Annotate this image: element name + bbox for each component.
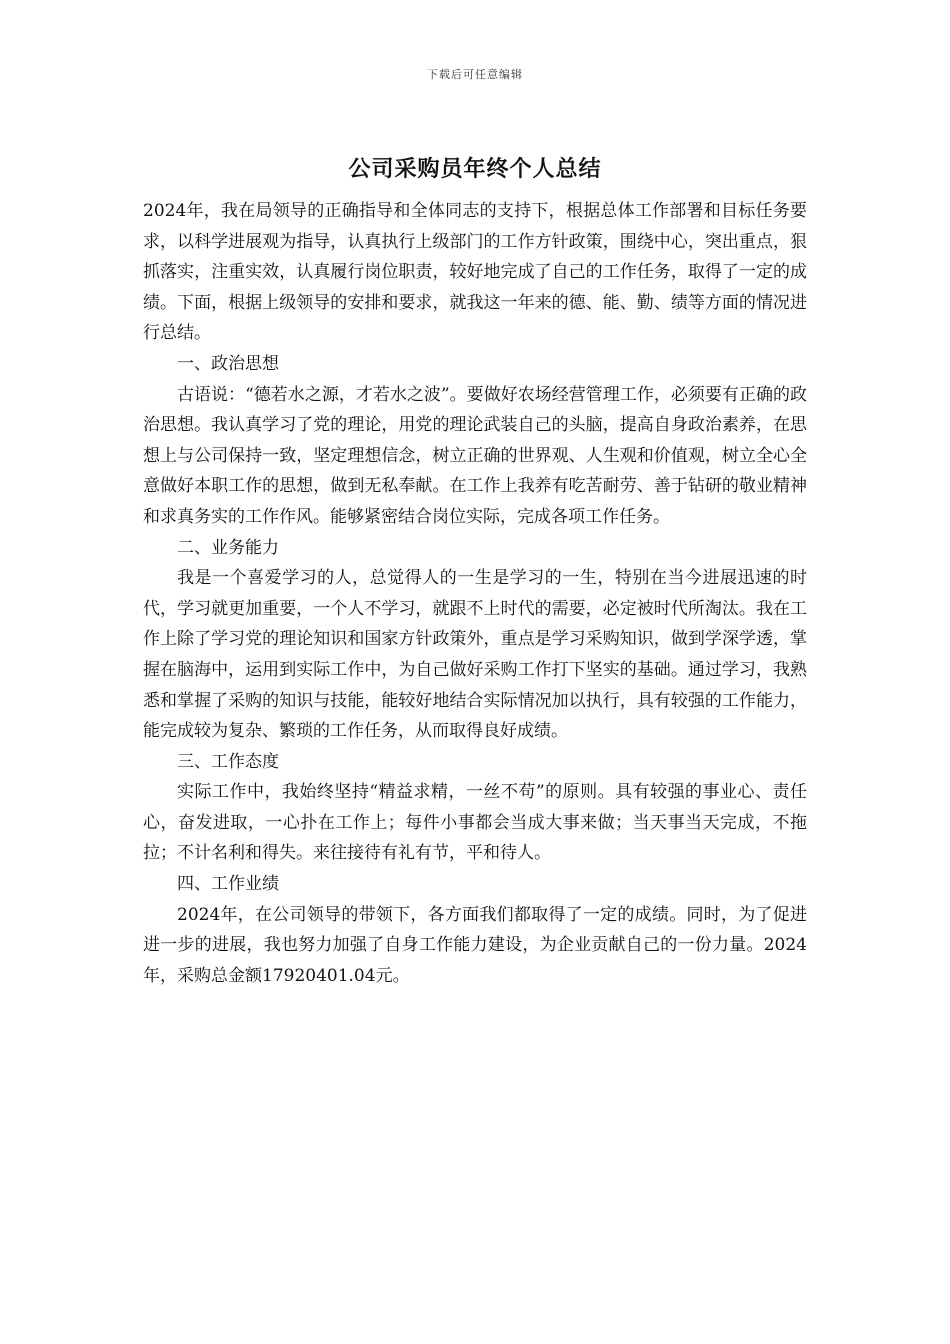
section-body-attitude: 实际工作中，我始终坚持“精益求精，一丝不苟”的原则。具有较强的事业心、责任心，奋发进取，一心扑在工作上；每件小事都会当成大事来做；当天事当天完成，不拖拉；不计名利和得失。来往接待有礼有节，平和待人。	[143, 782, 807, 864]
section-heading-politics: 一、政治思想	[177, 353, 279, 374]
section-body-politics: 古语说：“德若水之源，才若水之波”。要做好农场经营管理工作，必须要有正确的政治思想。我认真学习了党的理论，用党的理论武装自己的头脑，提高自身政治素养，在思想上与公司保持一致，坚定理想信念，树立正确的世界观、人生观和价值观，树立全心全意做好本职工作的思想，做到无私奉献。在工作上我养有吃苦耐劳、善于钻研的敬业精神和求真务实的工作作风。能够紧密结合岗位实际，完成各项工作任务。	[143, 384, 807, 527]
document-body	[143, 196, 807, 991]
document-title: 公司采购员年终个人总结	[348, 156, 602, 182]
section-body-performance: 2024年，在公司领导的带领下，各方面我们都取得了一定的成绩。同时，为了促进进一步的进展，我也努力加强了自身工作能力建设，为企业贡献自己的一份力量。2024年，采购总金额17920401.04元。	[143, 904, 807, 986]
section-heading-ability: 二、业务能力	[177, 537, 279, 558]
section-body-ability: 我是一个喜爱学习的人，总觉得人的一生是学习的一生，特别在当今进展迅速的时代，学习就更加重要，一个人不学习，就跟不上时代的需要，必定被时代所淘汰。我在工作上除了学习党的理论知识和国家方针政策外，重点是学习采购知识，做到学深学透，掌握在脑海中，运用到实际工作中，为自己做好采购工作打下坚实的基础。通过学习，我熟悉和掌握了采购的知识与技能，能较好地结合实际情况加以执行，具有较强的工作能力，能完成较为复杂、繁琐的工作任务，从而取得良好成绩。	[143, 568, 807, 742]
section-heading-attitude: 三、工作态度	[177, 751, 279, 772]
header-note: 下载后可任意编辑	[427, 68, 523, 81]
section-heading-performance: 四、工作业绩	[177, 874, 279, 895]
intro-paragraph: 2024年，我在局领导的正确指导和全体同志的支持下，根据总体工作部署和目标任务要求，以科学进展观为指导，认真执行上级部门的工作方针政策，围绕中心，突出重点，狠抓落实，注重实效，认真履行岗位职责，较好地完成了自己的工作任务，取得了一定的成绩。下面，根据上级领导的安排和要求，就我这一年来的德、能、勤、绩等方面的情况进行总结。	[143, 201, 807, 344]
